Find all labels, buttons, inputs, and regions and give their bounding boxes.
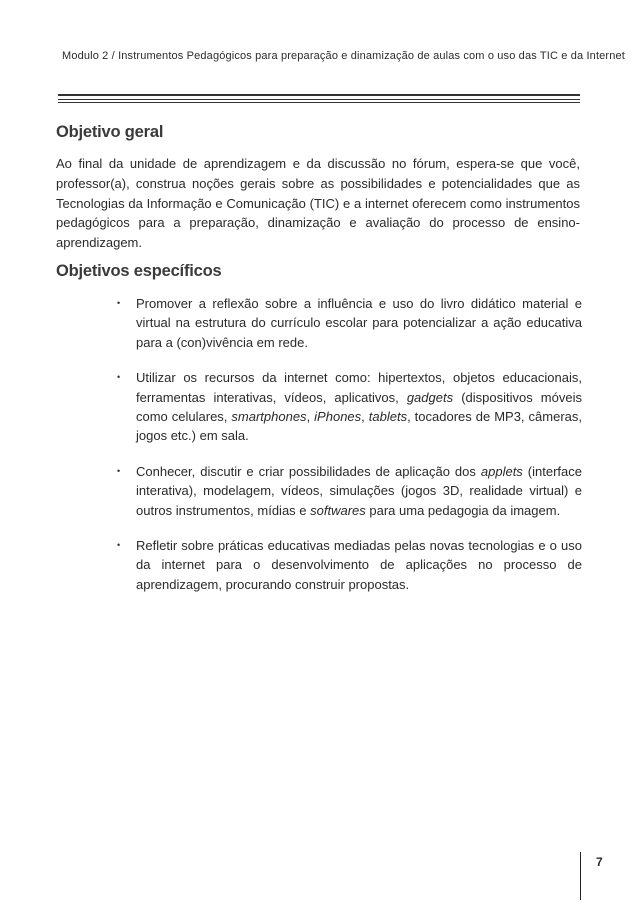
objective-text: ,	[361, 409, 369, 425]
bullet-icon: •	[117, 372, 121, 383]
emphasis-smartphones: smartphones	[231, 409, 307, 425]
page-number: 7	[596, 855, 603, 869]
objective-text: Refletir sobre práticas educativas mediadas pelas novas tecnologias e o uso da internet para o desenvolvimento de aplicações no processo de aprendizagem, procurando construir propostas.	[136, 538, 582, 592]
page-number-divider	[580, 852, 581, 900]
bullet-icon: •	[117, 540, 121, 551]
emphasis-applets: applets	[480, 463, 523, 479]
bullet-icon: •	[117, 298, 121, 308]
objective-item-4	[118, 536, 582, 594]
emphasis-softwares: softwares	[310, 502, 366, 518]
objective-text: para uma pedagogia da imagem.	[365, 502, 561, 518]
header-rule-middle	[58, 99, 580, 100]
objective-text: Utilizar os recursos da internet como: hipertextos, objetos educacionais, ferramentas interativas, vídeos, aplicativos,	[136, 370, 582, 405]
emphasis-tablets: tablets	[368, 409, 408, 425]
objective-text: Conhecer, discutir e criar possibilidades de aplicação dos	[136, 463, 481, 479]
general-objective-paragraph: Ao final da unidade de aprendizagem e da discussão no fórum, espera-se que você, professor(a), construa noções gerais sobre as possibilidades e potencialidades que as Tecnologias da Informação e Comunicação (TIC) e a internet oferecem como instrumentos pedagógicos para a preparação, dinamização e avaliação do processo de ensino-aprendizagem.	[56, 156, 580, 251]
bullet-icon: •	[117, 465, 121, 476]
general-objective-heading: Objetivo geral	[56, 123, 164, 141]
objective-item-1	[118, 294, 582, 352]
objective-item-2	[118, 368, 582, 446]
header-rule-top	[58, 94, 580, 96]
objective-text: Promover a reflexão sobre a influência e uso do livro didático material e virtual na estrutura do currículo escolar para potencializar a ação educativa para a (con)vivência em rede.	[136, 296, 582, 350]
specific-objectives-list	[118, 294, 582, 594]
objective-text: , tocadores de MP3, câmeras, jogos etc.) em sala.	[136, 409, 582, 444]
objective-text: ,	[306, 409, 315, 425]
objective-item-3	[118, 462, 582, 520]
emphasis-gadgets: gadgets	[406, 389, 454, 405]
objective-text: (dispositivos móveis como celulares,	[136, 389, 582, 425]
running-header: Modulo 2 / Instrumentos Pedagógicos para preparação e dinamização de aulas com o uso das TIC e da Internet	[62, 50, 625, 62]
specific-objectives-heading: Objetivos específicos	[56, 262, 222, 280]
header-rule-bottom	[58, 102, 580, 103]
objective-text: (interface interativa), modelagem, vídeos, simulações (jogos 3D, realidade virtual) e outros instrumentos, mídias e	[136, 463, 582, 518]
emphasis-iphones: iPhones	[314, 409, 362, 425]
